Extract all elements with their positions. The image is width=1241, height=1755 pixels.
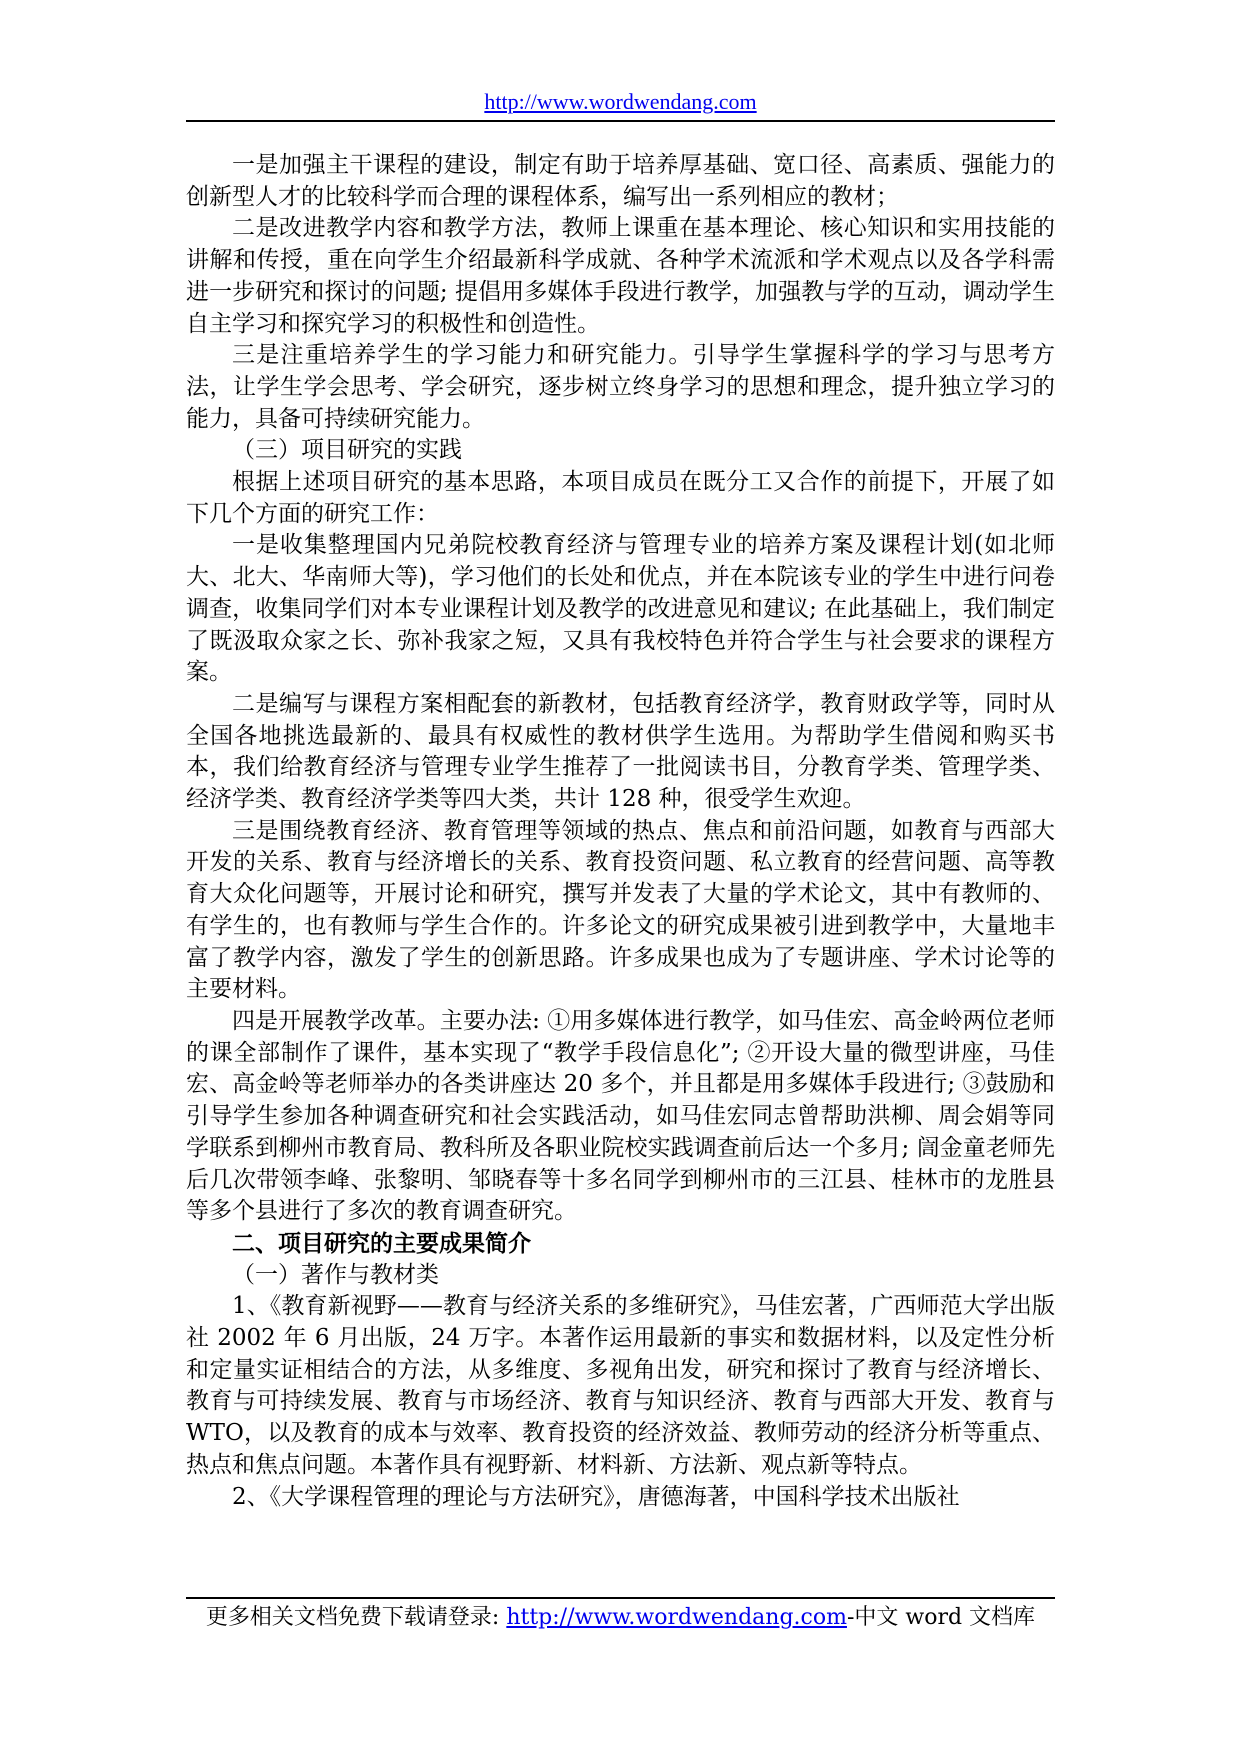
page-footer <box>186 1597 1055 1633</box>
paragraph: 二是编写与课程方案相配套的新教材，包括教育经济学，教育财政学等，同时从全国各地挑选最新的、最具有权威性的教材供学生选用。为帮助学生借阅和购买书本，我们给教育经济与管理专业学生推荐了一批阅读书目，分教育学类、管理学类、经济学类、教育经济学类等四大类，共计 128 种，很受学生欢迎。 <box>186 690 1055 813</box>
paragraph: 1、《教育新视野——教育与经济关系的多维研究》，马佳宏著，广西师范大学出版社 2002 年 6 月出版，24 万字。本著作运用最新的事实和数据材料，以及定性分析和定量实证相结合的方法，从多维度、多视角出发，研究和探讨了教育与经济增长、教育与可持续发展、教育与市场经济、教育与知识经济、教育与西部大开发、教育与 WTO，以及教育的成本与效率、教育投资的经济效益、教师劳动的经济分析等重点、热点和焦点问题。本著作具有视野新、材料新、方法新、观点新等特点。 <box>186 1293 1055 1478</box>
paragraph: 根据上述项目研究的基本思路，本项目成员在既分工又合作的前提下，开展了如下几个方面的研究工作： <box>186 469 1055 527</box>
paragraph: 四是开展教学改革。主要办法: ①用多媒体进行教学，如马佳宏、高金岭两位老师的课全部制作了课件，基本实现了“教学手段信息化”; ②开设大量的微型讲座，马佳宏、高金岭等老师举办的各类讲座达 20 多个，并且都是用多媒体手段进行; ③鼓励和引导学生参加各种调查研究和社会实践活动，如马佳宏同志曾帮助洪柳、周会娟等同学联系到柳州市教育局、教科所及各职业院校实践调查前后达一个多月; 訚金童老师先后几次带领李峰、张黎明、邹晓春等十多名同学到柳州市的三江县、桂林市的龙胜县等多个县进行了多次的教育调查研究。 <box>186 1007 1055 1225</box>
footer-link[interactable]: http://www.wordwendang.com <box>506 1605 847 1630</box>
paragraph: 三是围绕教育经济、教育管理等领域的热点、焦点和前沿问题，如教育与西部大开发的关系、教育与经济增长的关系、教育投资问题、私立教育的经营问题、高等教育大众化问题等，开展讨论和研究，撰写并发表了大量的学术论文，其中有教师的、有学生的，也有教师与学生合作的。许多论文的研究成果被引进到教学中，大量地丰富了教学内容，激发了学生的创新思路。许多成果也成为了专题讲座、学术讨论等的主要材料。 <box>186 817 1055 1003</box>
chapter-heading: 二、项目研究的主要成果简介 <box>232 1229 531 1257</box>
page-header <box>186 88 1055 122</box>
document-body <box>186 150 1055 1513</box>
footer-suffix: -中文 word 文档库 <box>846 1605 1036 1630</box>
section-heading: （三）项目研究的实践 <box>232 437 462 464</box>
paragraph: 三是注重培养学生的学习能力和研究能力。引导学生掌握科学的学习与思考方法，让学生学会思考、学会研究，逐步树立终身学习的思想和理念，提升独立学习的能力，具备可持续研究能力。 <box>186 342 1055 432</box>
footer-prefix: 更多相关文档免费下载请登录: <box>205 1605 507 1630</box>
section-heading: （一）著作与教材类 <box>232 1261 439 1288</box>
header-link[interactable]: http://www.wordwendang.com <box>484 89 757 114</box>
paragraph: 2、《大学课程管理的理论与方法研究》，唐德海著，中国科学技术出版社 <box>232 1483 960 1510</box>
paragraph: 一是加强主干课程的建设，制定有助于培养厚基础、宽口径、高素质、强能力的创新型人才的比较科学而合理的课程体系，编写出一系列相应的教材； <box>186 152 1055 210</box>
paragraph: 二是改进教学内容和教学方法，教师上课重在基本理论、核心知识和实用技能的讲解和传授，重在向学生介绍最新科学成就、各种学术流派和学术观点以及各学科需进一步研究和探讨的问题; 提倡用多媒体手段进行教学，加强教与学的互动，调动学生自主学习和探究学习的积极性和创造性。 <box>186 215 1055 337</box>
paragraph: 一是收集整理国内兄弟院校教育经济与管理专业的培养方案及课程计划(如北师大、北大、华南师大等)，学习他们的长处和优点，并在本院该专业的学生中进行问卷调查，收集同学们对本专业课程计划及教学的改进意见和建议; 在此基础上，我们制定了既汲取众家之长、弥补我家之短，又具有我校特色并符合学生与社会要求的课程方案。 <box>186 532 1055 686</box>
